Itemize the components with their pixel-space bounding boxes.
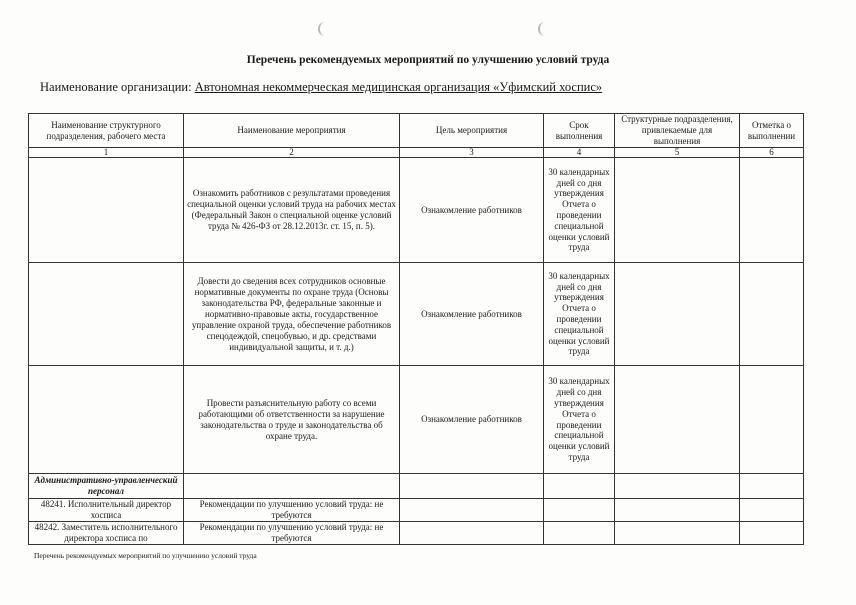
organization-name: Автономная некоммерческая медицинская организация «Уфимский хоспис» (194, 80, 603, 94)
table-row (29, 499, 804, 522)
header-cell: Срок выполнения (544, 114, 615, 148)
measure-cell: Рекомендации по улучшению условий труда: не требуются (184, 499, 400, 522)
term-cell: 30 календарных дней со дня утверждения Отчета о проведении специальной оценки условий труда (544, 263, 615, 366)
punch-hole-mark (318, 22, 330, 36)
units-cell (615, 366, 740, 474)
section-row (29, 474, 804, 499)
column-number: 2 (184, 148, 400, 158)
goal-cell: Ознакомление работников (400, 366, 544, 474)
punch-hole-mark (538, 22, 550, 36)
place-cell (29, 158, 184, 263)
table-header-row (29, 114, 804, 148)
term-cell: 30 календарных дней со дня утверждения Отчета о проведении специальной оценки условий труда (544, 366, 615, 474)
page-footer: Перечень рекомендуемых мероприятий по улучшению условий труда (34, 551, 257, 560)
place-cell (29, 263, 184, 366)
column-number: 6 (740, 148, 804, 158)
header-cell: Структурные подразделения, привлекаемые для выполнения (615, 114, 740, 148)
column-number: 5 (615, 148, 740, 158)
table-row (29, 522, 804, 545)
column-number: 1 (29, 148, 184, 158)
header-cell: Наименование структурного подразделения, рабочего места (29, 114, 184, 148)
place-cell (29, 366, 184, 474)
column-number: 4 (544, 148, 615, 158)
header-cell: Наименование мероприятия (184, 114, 400, 148)
mark-cell (740, 263, 804, 366)
measure-cell: Провести разъяснительную работу со всеми работающими об ответственности за нарушение законодательства о труде и законодательства об охране труда. (184, 366, 400, 474)
organization-label: Наименование организации: (40, 80, 192, 94)
mark-cell (740, 366, 804, 474)
measures-table (28, 113, 804, 545)
table-row (29, 263, 804, 366)
header-cell: Цель мероприятия (400, 114, 544, 148)
mark-cell (740, 158, 804, 263)
position-cell: 48242. Заместитель исполнительного директора хосписа по (29, 522, 184, 545)
column-number-row (29, 148, 804, 158)
table-row (29, 158, 804, 263)
header-cell: Отметка о выполнении (740, 114, 804, 148)
term-cell: 30 календарных дней со дня утверждения Отчета о проведении специальной оценки условий труда (544, 158, 615, 263)
measure-cell: Ознакомить работников с результатами проведения специальной оценки условий труда на рабочих местах (Федеральный Закон о специальной оценке условий труда № 426-ФЗ от 28.12.2013г. ст. 15, п. 5). (184, 158, 400, 263)
goal-cell: Ознакомление работников (400, 158, 544, 263)
goal-cell: Ознакомление работников (400, 263, 544, 366)
document-title: Перечень рекомендуемых мероприятий по улучшению условий труда (246, 54, 610, 66)
column-number: 3 (400, 148, 544, 158)
position-cell: 48241. Исполнительный директор хосписа (29, 499, 184, 522)
organization-line (40, 80, 602, 95)
measure-cell: Довести до сведения всех сотрудников основные нормативные документы по охране труда (Основы законодательства РФ, федеральные законные и нормативно-правовые акты, государственное управление охраной труда, обеспечение работников спецодеждой, спецобувью, и др. средствами индивидуальной защиты, и т. д.) (184, 263, 400, 366)
units-cell (615, 158, 740, 263)
section-title: Административно-управленческий персонал (29, 474, 184, 499)
measure-cell: Рекомендации по улучшению условий труда: не требуются (184, 522, 400, 545)
units-cell (615, 263, 740, 366)
table-row (29, 366, 804, 474)
